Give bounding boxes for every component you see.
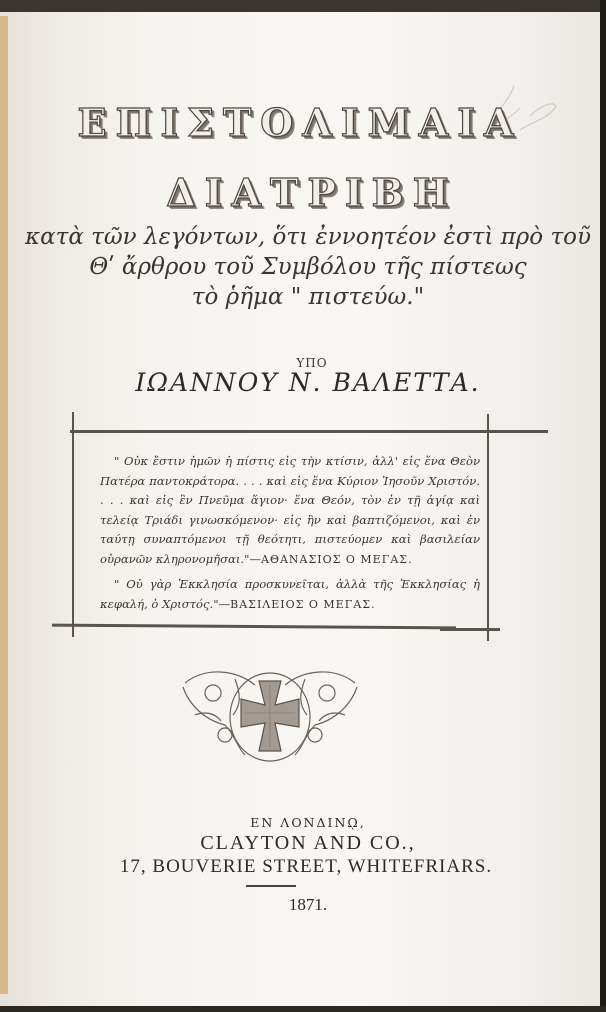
frame-bottom-rule-right [440, 628, 500, 631]
cross-ornament-icon [175, 665, 365, 765]
scan-bottom-edge [0, 1006, 606, 1012]
imprint-year: 1871. [288, 895, 328, 914]
epigraph-box [100, 452, 480, 614]
author-name: ΙΩΑΝΝΟΥ Ν. ΒΑΛΕΤΤΑ. [135, 368, 481, 397]
by-label: ΥΠΟ [296, 356, 328, 370]
epigraph-1-text: " Οὐκ ἔστιν ἡμῶν ἡ πίστις εἰς τὴν κτίσιν, ἀλλ' εἰς ἕνα Θεὸν Πατέρα παντοκράτορα. . . . καὶ εἰς ἕνα Κύριον Ἰησοῦν Χριστόν. . . . καὶ εἰς ἓν Πνεῦμα ἅγιον· ἕνα Θεόν, τὸν ἐν τῇ ἁγίᾳ καὶ τελείᾳ Τριάδι γινωσκόμενον· εἰς ἣν καὶ βαπτιζόμενοι, καὶ ἐν ταύτῃ συναπτόμενοι τῇ θεότητι, πιστεύομεν καὶ βασιλείαν οὐρανῶν κληρονομῆσαι."— [100, 454, 480, 566]
scan-top-edge [0, 0, 606, 12]
title-line-1: ΕΠΙΣΤΟΛΙΜΑΙΑ [77, 100, 523, 145]
title-line-2: ΔΙΑΤΡΙΒΗ [166, 170, 458, 215]
subtitle-line-1: κατὰ τῶν λεγόντων, ὅτι ἐννοητέον ἐστὶ πρὸ τοῦ [24, 224, 591, 250]
imprint-publisher: CLAYTON AND CO., [200, 832, 416, 854]
imprint-divider [246, 885, 296, 887]
epigraph-1-attribution: ΑΘΑΝΑΣΙΟΣ Ο ΜΕΓΑΣ. [261, 552, 413, 566]
frame-right-rule [487, 414, 489, 641]
frame-top-rule [70, 430, 548, 433]
imprint-address: 17, BOUVERIE STREET, WHITEFRIARS. [119, 856, 493, 877]
subtitle [8, 222, 606, 312]
epigraph-2 [100, 575, 480, 614]
imprint-place: ΕΝ ΛΟΝΔΙΝῼ, [250, 815, 366, 830]
book-binding-edge [0, 16, 8, 994]
subtitle-line-2: Θʹ ἄρθρου τοῦ Συμβόλου τῆς πίστεως [89, 254, 527, 280]
epigraph-2-text: " Οὐ γὰρ Ἐκκλησία προσκυνεῖται, ἀλλὰ τῆς Ἐκκλησίας ἡ κεφαλή, ὁ Χριστός."— [100, 577, 480, 611]
frame-left-rule [72, 412, 74, 637]
subtitle-line-3: τὸ ῥῆμα " πιστεύω." [191, 284, 425, 310]
epigraph-1 [100, 452, 480, 569]
epigraph-2-attribution: ΒΑΣΙΛΕΙΟΣ Ο ΜΕΓΑΣ. [230, 597, 376, 611]
